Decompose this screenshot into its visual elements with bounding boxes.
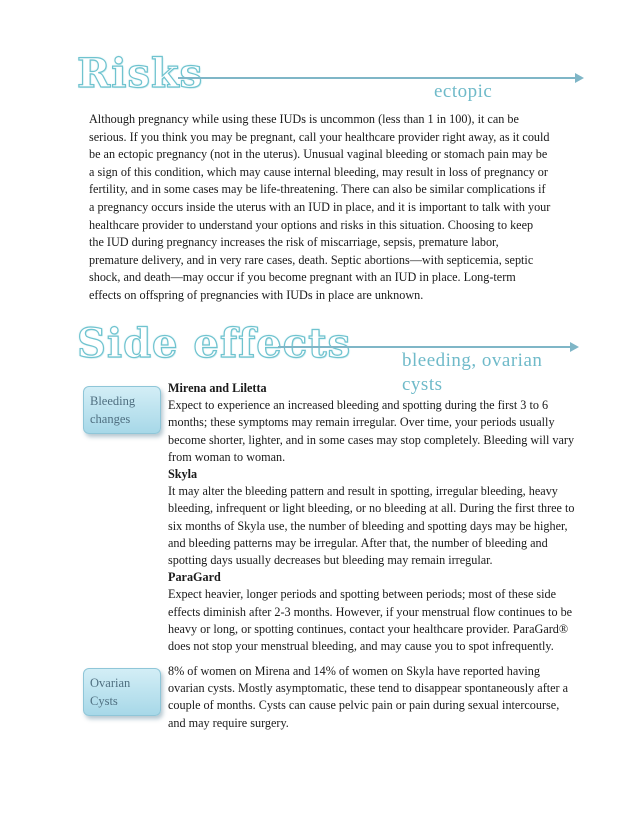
paragard-title: ParaGard	[168, 570, 221, 585]
bleeding-changes-details	[168, 380, 576, 655]
bleeding-changes-pill: Bleeding changes	[83, 386, 161, 434]
mirena-title: Mirena and Liletta	[168, 381, 267, 395]
skyla-text: It may alter the bleeding pattern and result in spotting, irregular bleeding, heavy bleeding, infrequent or light bleeding, or no bleeding at all. During the first three to six months of Skyla use, the number of bleeding and spotting days may be higher, and bleeding patterns may be irregular. After that, the number of bleeding and spotting days usually decreases but bleeding may remain irregular.	[168, 484, 575, 568]
skyla-title: Skyla	[168, 467, 198, 482]
risks-arrow-head	[575, 73, 584, 83]
risks-arrow-line	[178, 77, 576, 79]
mirena-text: Expect to experience an increased bleeding and spotting during the first 3 to 6 months; these symptoms may remain irregular. Over time, your periods usually become shorter, lighter, and in some cases may stop completely. Bleeding will vary from woman to woman.	[168, 398, 575, 464]
side-effects-arrow-line	[278, 346, 571, 348]
side-effects-tag-line2: cysts	[402, 374, 443, 395]
ovarian-cysts-text: 8% of women on Mirena and 14% of women on Skyla have reported having ovarian cysts. Mostly asymptomatic, these tend to disappear spontaneously after a couple of months. Cysts can cause pelvic pain or pain during sexual intercourse, and may require surgery.	[168, 664, 569, 730]
risks-paragraph: Although pregnancy while using these IUDs is uncommon (less than 1 in 100), it can be serious. If you think you may be pregnant, call your healthcare provider right away, as it could be an ectopic pregnancy (not in the uterus). Unusual vaginal bleeding or stomach pain may be a sign of this condition, which may cause internal bleeding, may result in loss of pregnancy or fertility, and in some cases may be life-threatening. There can also be similar complications if a pregnancy occurs inside the uterus with an IUD in place, and it is important to talk with your healthcare provider to understand your options and risks in this situation. Choosing to keep the IUD during pregnancy increases the risk of miscarriage, sepsis, premature labor, premature delivery, and in very rare cases, death. Septic abortions—with septicemia, septic shock, and death—may occur if you become pregnant with an IUD in place. Long-term effects on offspring of pregnancies with IUDs in place are unknown.	[89, 112, 551, 302]
side-effects-tag-line1: bleeding, ovarian	[402, 350, 543, 371]
side-effects-arrow-head	[570, 342, 579, 352]
risks-heading: Risks	[77, 50, 204, 97]
paragard-text: Expect heavier, longer periods and spotting between periods; most of these side effects diminish after 2-3 months. However, if your menstrual flow continues to be heavy or long, or spotting continues, contact your healthcare provider. ParaGard® does not stop your menstrual bleeding, and may cause you to spot infrequently.	[168, 587, 573, 654]
side-effects-heading: Side effects	[77, 320, 352, 367]
ovarian-cysts-pill: Ovarian Cysts	[83, 668, 161, 716]
risks-tag: ectopic	[434, 81, 493, 102]
